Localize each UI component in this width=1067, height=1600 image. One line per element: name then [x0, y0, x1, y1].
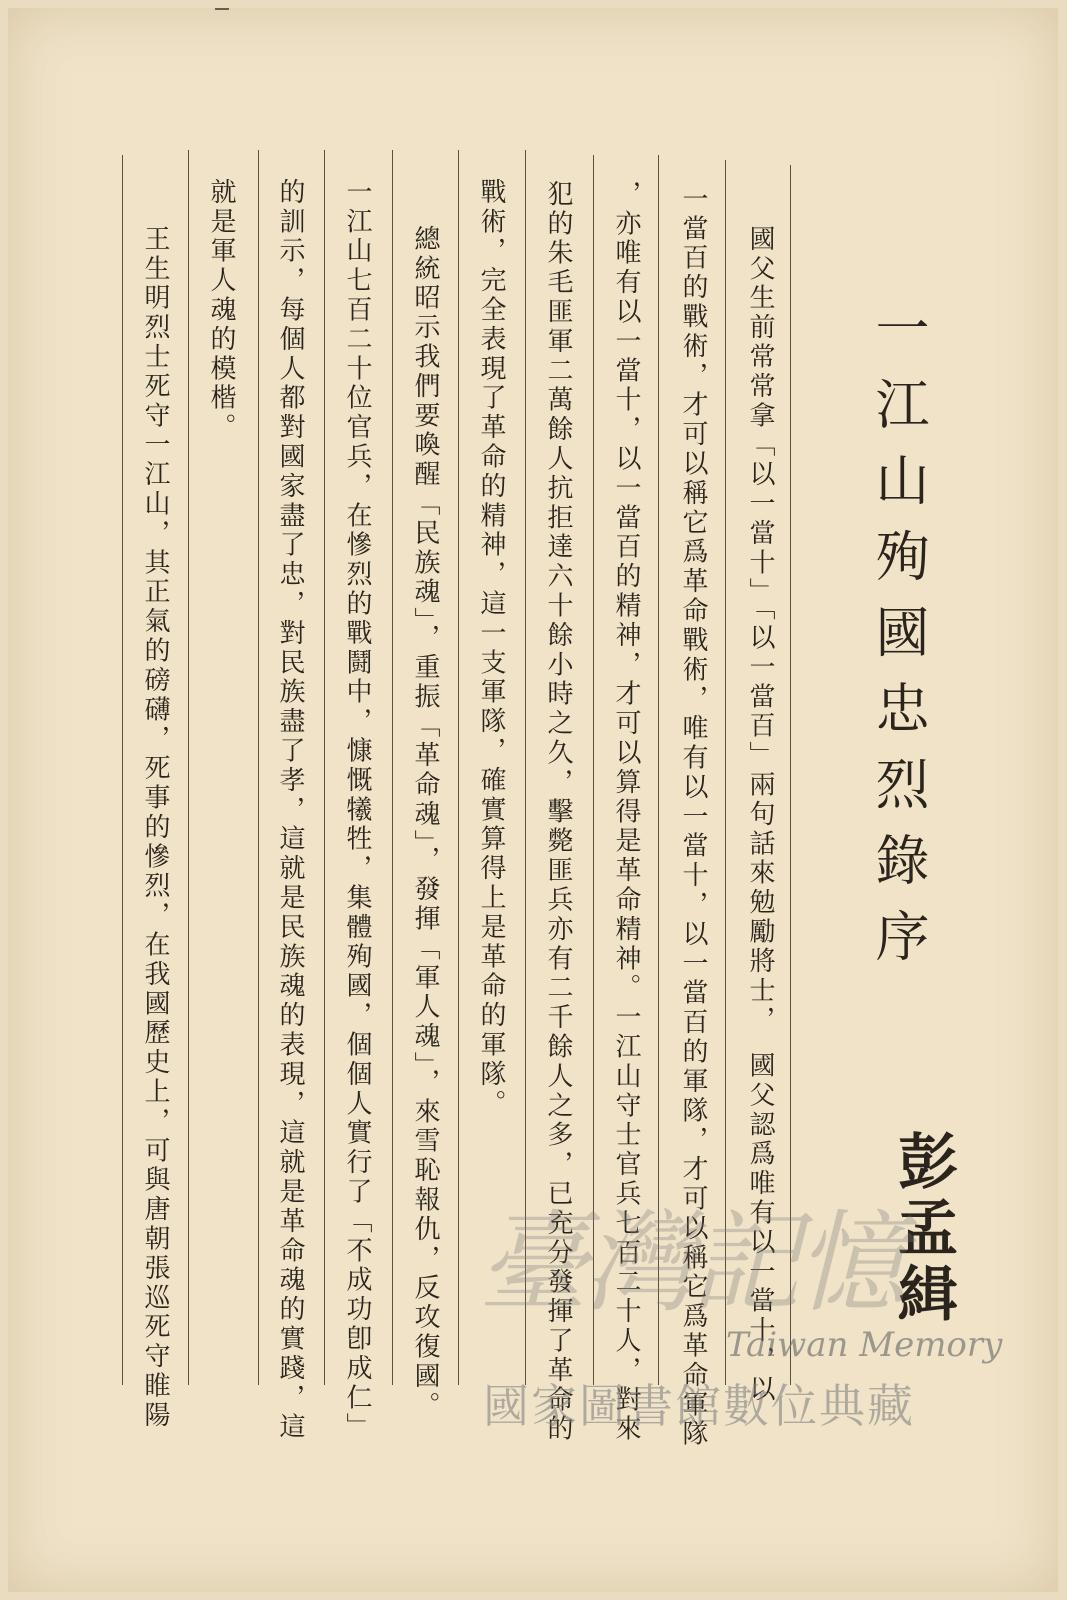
watermark-english: Taiwan Memory [726, 1325, 1003, 1365]
text-column-1: 國父生前常常拿「以一當十」「以一當百」兩句話來勉勵將士， 國父認爲唯有以一當十，以 [745, 225, 775, 1405]
preface-title: 一江山殉國忠烈錄序 [867, 300, 930, 984]
text-column-2: 一當百的戰術，才可以稱它爲革命戰術，唯有以一當十，以一當百的軍隊，才可以稱它爲革命軍隊 [678, 185, 708, 1450]
text-column-3: ，亦唯有以一當十，以一當百的精神，才可以算得是革命精神。一江山守士官兵七百二十人，對來 [611, 180, 641, 1445]
page-mark [215, 8, 229, 10]
text-column-5: 戰術，完全表現了革命的精神，這一支軍隊，確實算得上是革命的軍隊。 [476, 178, 506, 1119]
text-column-10: 王生明烈士死守一江山，其正氣的磅礴，死事的慘烈，在我國歷史上，可與唐朝張巡死守睢陽 [140, 225, 170, 1431]
column-rule [258, 150, 259, 1385]
column-rule [324, 150, 325, 1385]
text-column-9: 就是軍人魂的模楷。 [206, 178, 236, 443]
text-column-4: 犯的朱毛匪軍二萬餘人抗拒達六十餘小時之久，擊斃匪兵亦有二千餘人之多，已充分發揮了革命的 [543, 180, 573, 1445]
library-watermark [478, 1175, 1003, 1435]
text-column-8: 的訓示，每個人都對國家盡了忠，對民族盡了孝，這就是民族魂的表現，這就是革命魂的實踐，這 [275, 178, 305, 1443]
author-name: 彭孟緝 [888, 1130, 958, 1328]
column-rule [122, 155, 123, 1385]
text-column-7: 一江山七百二十位官兵，在慘烈的戰鬪中，慷慨犧牲，集體殉國，個個人實行了「不成功卽成仁」 [342, 178, 372, 1443]
text-column-6: 總統昭示我們要喚醒「民族魂」，重振「革命魂」，發揮「軍人魂」，來雪恥報仇，反攻復國。 [410, 225, 440, 1421]
column-rule [458, 150, 459, 1385]
watermark-script: 臺灣記憶 [478, 1199, 902, 1327]
column-rule [188, 150, 189, 1385]
watermark-chinese: 國家圖書館數位典藏 [483, 1379, 915, 1433]
column-rule [392, 150, 393, 1385]
